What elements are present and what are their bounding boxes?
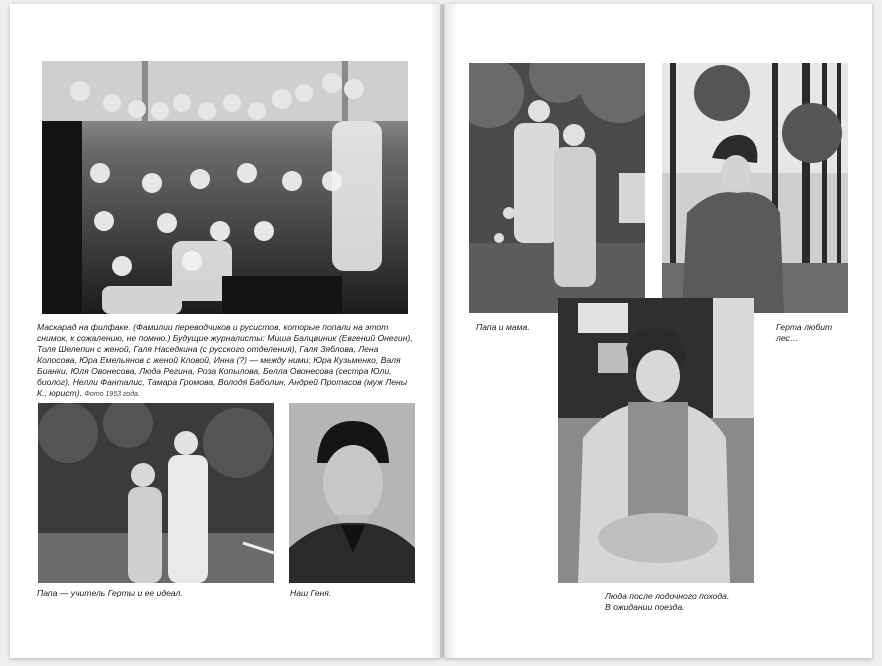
lyuda-caption-line-1: Люда после лодочного похода. — [605, 591, 730, 601]
dad-daughter-photo — [38, 403, 274, 583]
masquerade-group-photo — [42, 61, 408, 314]
gerta-forest-caption: Герта любит лес… — [776, 322, 833, 343]
mom-dad-garden-photo — [469, 63, 645, 313]
lyuda-station-photo — [558, 298, 754, 583]
genya-portrait-photo — [289, 403, 415, 583]
genya-caption: Наш Геня. — [290, 588, 332, 598]
book-gutter — [430, 4, 458, 658]
lyuda-caption — [605, 591, 755, 613]
masquerade-caption-text: Маскарад на филфаке. (Фамилии переводчиков и русистов, которые попали на этот снимок, к сожалению, не помню.) Будущие журналисты: Миша Балцвиник (Евгений Онегин), Толя Шелепин с женой, Галя Наседкина (с русского отделения), Галя Зяблова, Лена Колосова, Юра Емельянов с женой Кловой, Инна (?) — между ними; Юра Кузьменко, Валя Бианки, Юля Овонесова, Люда Регина, Роза Копылова, Белла Овонесова (сестра Юли, биолог), Нелли Фанталис, Тамара Громова, Володя Баболин, Андрей Протасов (муж Лены К., юрист). — [37, 322, 413, 398]
masquerade-caption — [37, 322, 417, 400]
gerta-forest-photo — [662, 63, 848, 313]
mom-dad-caption: Папа и мама. — [476, 322, 530, 332]
lyuda-caption-line-2: В ожидании поезда. — [605, 602, 685, 612]
dad-teacher-caption: Папа — учитель Герты и ее идеал. — [37, 588, 183, 598]
masquerade-photo-credit: Фото 1953 года. — [84, 391, 140, 398]
